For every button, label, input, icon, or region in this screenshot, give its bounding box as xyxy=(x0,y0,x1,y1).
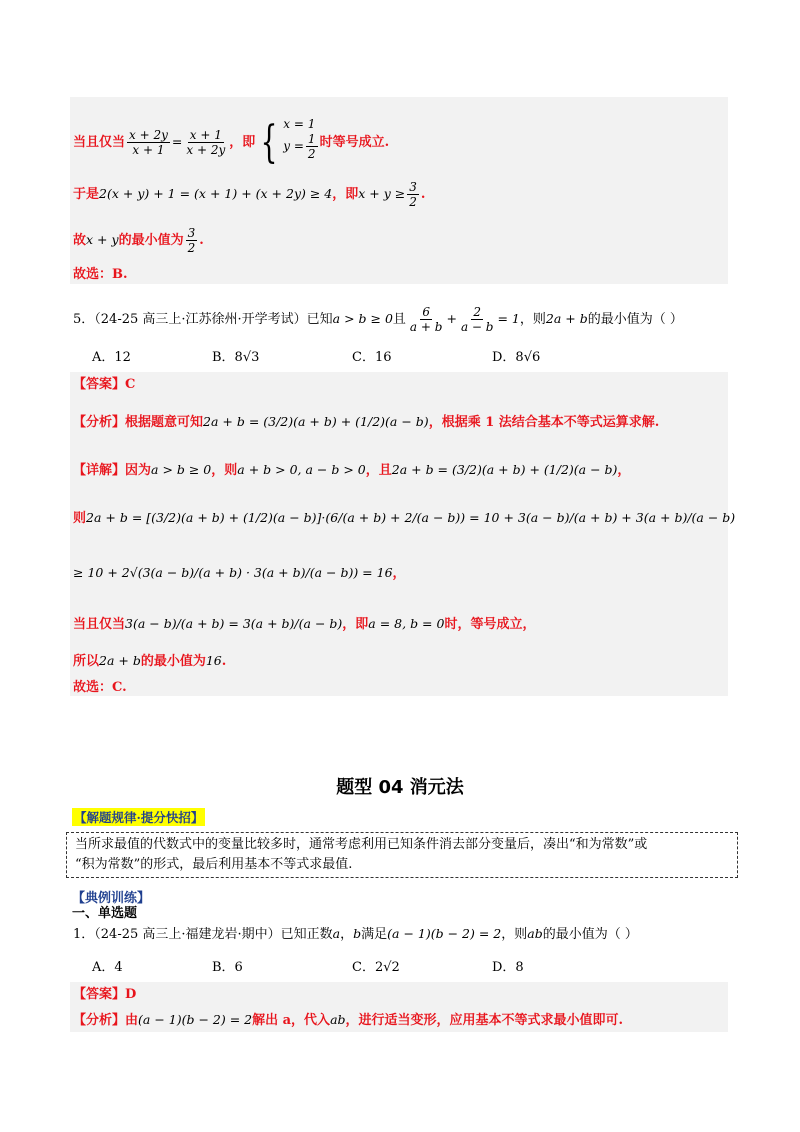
text: 的最小值为 xyxy=(118,233,184,248)
text: ， xyxy=(340,927,354,942)
denominator: 2 xyxy=(307,147,316,161)
q4-line-therefore xyxy=(73,180,425,209)
text: 的最小值为 xyxy=(140,654,206,669)
q5-detail-2 xyxy=(73,510,735,527)
denominator: 2 xyxy=(409,195,417,209)
text: ，且 xyxy=(365,463,392,478)
text: 解出 a，代入 xyxy=(252,1013,331,1028)
text: ， xyxy=(392,566,406,581)
text: 【分析】由 xyxy=(73,1013,139,1028)
q5-option-d: D．8√6 xyxy=(492,350,541,365)
q1-option-a: A．4 xyxy=(92,960,123,975)
numerator: x + 2y xyxy=(129,128,168,142)
text: ，根据乘 1 法结合基本不等式运算求解. xyxy=(428,415,660,430)
q1-option-b: B．6 xyxy=(212,960,243,975)
math: = 1 xyxy=(497,311,520,326)
text: 且 xyxy=(392,312,406,327)
q5-detail-1 xyxy=(73,462,630,479)
math: x + y xyxy=(86,232,119,247)
text: 则 xyxy=(73,511,87,526)
plus: + xyxy=(446,311,457,326)
fraction xyxy=(407,180,419,209)
q1-answer: 【答案】D xyxy=(73,987,137,1002)
text: ，即 xyxy=(332,187,359,202)
math: 3(a − b)/(a + b) = 3(a + b)/(a − b) xyxy=(125,616,343,631)
numerator: 6 xyxy=(422,305,430,319)
text: 满足 xyxy=(361,927,388,942)
math: b xyxy=(353,926,362,941)
denominator: x + 1 xyxy=(132,143,165,157)
math: 2a + b = (3/2)(a + b) + (1/2)(a − b) xyxy=(391,462,618,477)
q5-choice: 故选：C. xyxy=(73,680,127,695)
math: x + y ≥ xyxy=(358,186,406,201)
math: ab xyxy=(527,926,543,941)
math: a > b ≥ 0 xyxy=(332,311,393,326)
text: 故 xyxy=(73,233,87,248)
text: 时，等号成立， xyxy=(444,617,536,632)
fraction xyxy=(184,128,227,157)
text: 时等号成立. xyxy=(319,135,390,150)
text: 当且仅当 xyxy=(73,135,126,150)
text: 【分析】根据题意可知 xyxy=(73,415,204,430)
denominator: a + b xyxy=(409,320,443,334)
fraction xyxy=(408,305,445,334)
q5-option-c: C．16 xyxy=(352,350,392,365)
numerator: 3 xyxy=(187,226,196,240)
text: . xyxy=(420,187,426,202)
tip-box xyxy=(66,832,738,878)
q4-line-equality xyxy=(73,116,390,168)
math: 2a + b = [(3/2)(a + b) + (1/2)(a − b)]·(6/(a + b) + 2/(a − b)) = 10 + 3(a − b)/(a + b) + 3(a + b)/(a − b) xyxy=(86,510,736,525)
fraction xyxy=(459,305,496,334)
text: . xyxy=(221,654,227,669)
tip-line-2: “积为常数”的形式，最后利用基本不等式求最值. xyxy=(75,857,353,872)
math: a + b > 0, a − b > 0 xyxy=(237,462,366,477)
math: 16 xyxy=(205,653,222,668)
numerator: 1 xyxy=(307,132,316,146)
numerator: 2 xyxy=(473,305,482,319)
text: 1．（24-25 高三上·福建龙岩·期中）已知正数 xyxy=(73,927,333,942)
section-title: 题型 04 消元法 xyxy=(336,777,464,798)
system-eq-y xyxy=(283,132,319,161)
system-eq-x: x = 1 xyxy=(283,117,316,131)
q1-stem xyxy=(73,926,638,943)
math: ab xyxy=(330,1012,346,1027)
denominator: x + 2y xyxy=(186,143,226,157)
math: 2a + b xyxy=(99,653,141,668)
text: ，则 xyxy=(519,312,546,327)
denominator: 2 xyxy=(187,241,196,255)
q5-answer: 【答案】C xyxy=(73,377,136,392)
q1-analysis xyxy=(73,1012,623,1029)
numerator: 3 xyxy=(409,180,417,194)
math: a > b ≥ 0 xyxy=(151,462,212,477)
text: ，进行适当变形，应用基本不等式求最小值即可. xyxy=(345,1013,624,1028)
text: 所以 xyxy=(73,654,100,669)
q5-detail-5 xyxy=(73,653,226,670)
text: ，则 xyxy=(211,463,238,478)
q1-option-c: C．2√2 xyxy=(352,960,400,975)
text: 【详解】因为 xyxy=(73,463,152,478)
text: 的最小值为（ ） xyxy=(542,927,638,942)
text: ， xyxy=(617,463,631,478)
text: 于是 xyxy=(73,187,100,202)
q5-option-b: B．8√3 xyxy=(212,350,260,365)
q5-option-a: A．12 xyxy=(92,350,131,365)
fraction xyxy=(127,128,170,157)
q5-detail-3 xyxy=(73,565,406,582)
example-label: 【典例训练】 xyxy=(72,891,151,906)
q4-choice: 故选：B. xyxy=(73,267,128,282)
text: ，即 xyxy=(229,135,256,150)
text: 当且仅当 xyxy=(73,617,126,632)
sub-title: 一、单选题 xyxy=(72,906,138,921)
left-brace: { xyxy=(260,116,278,168)
math: (a − 1)(b − 2) = 2 xyxy=(138,1012,253,1027)
fraction xyxy=(186,226,198,255)
q4-line-min xyxy=(73,226,204,255)
text: . xyxy=(199,233,204,248)
math: ≥ 10 + 2√(3(a − b)/(a + b) · 3(a + b)/(a − b)) = 16 xyxy=(73,565,393,580)
text: 的最小值为（ ） xyxy=(587,312,683,327)
math: 2a + b = (3/2)(a + b) + (1/2)(a − b) xyxy=(203,414,429,429)
math: a = 8, b = 0 xyxy=(368,616,445,631)
equation-system xyxy=(283,116,319,161)
math: 2(x + y) + 1 = (x + 1) + (x + 2y) ≥ 4 xyxy=(99,186,333,201)
math: a xyxy=(332,926,341,941)
text: ，则 xyxy=(501,927,528,942)
denominator: a − b xyxy=(460,320,494,334)
equals: = xyxy=(171,134,183,149)
q5-detail-4 xyxy=(73,616,535,633)
text: y = xyxy=(283,139,304,153)
q5-stem xyxy=(73,305,683,334)
math: 2a + b xyxy=(545,311,588,326)
text: 5．（24-25 高三上·江苏徐州·开学考试）已知 xyxy=(73,312,333,327)
fraction xyxy=(306,132,318,161)
text: ，即 xyxy=(342,617,369,632)
tip-line-1: 当所求最值的代数式中的变量比较多时，通常考虑利用已知条件消去部分变量后，凑出“和为常数”或 xyxy=(75,837,648,852)
q5-analysis xyxy=(73,414,659,431)
numerator: x + 1 xyxy=(189,128,222,142)
math: (a − 1)(b − 2) = 2 xyxy=(387,926,502,941)
tip-label: 【解题规律·提分快招】 xyxy=(74,810,204,825)
q1-option-d: D．8 xyxy=(492,960,524,975)
